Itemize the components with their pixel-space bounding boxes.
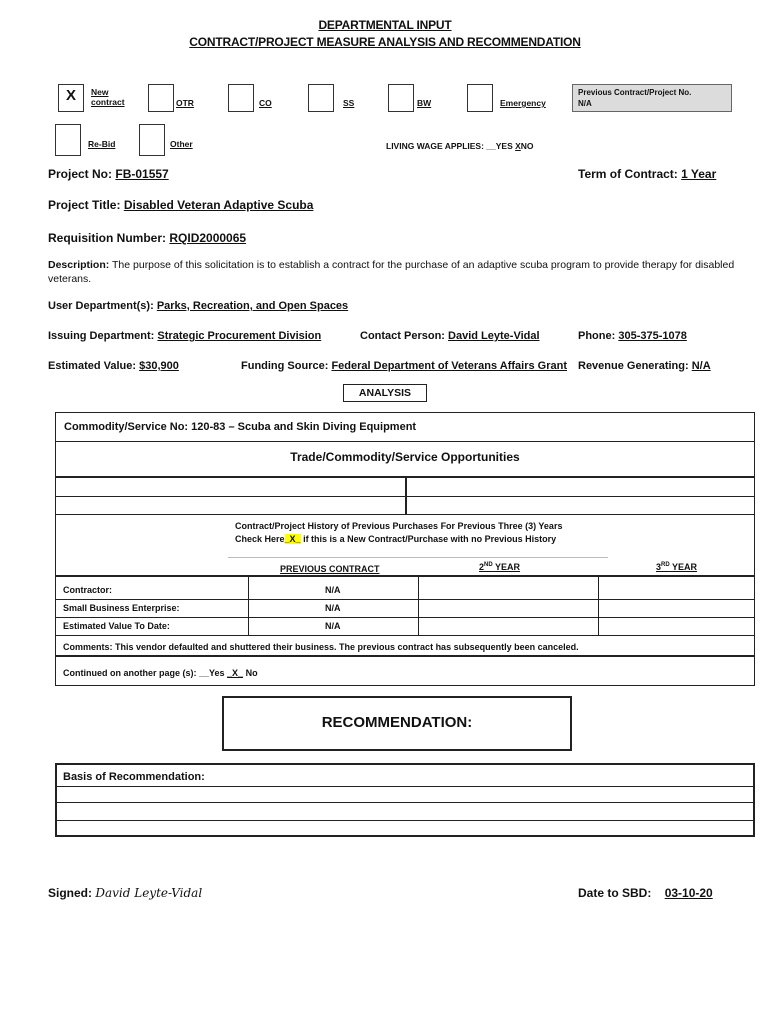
co-label: CO: [259, 98, 272, 108]
rebid-label: Re-Bid: [88, 139, 116, 149]
estimated-value-value: $30,900: [139, 360, 179, 372]
issuing-department-value: Strategic Procurement Division: [157, 330, 322, 342]
project-title-value: Disabled Veteran Adaptive Scuba: [123, 198, 314, 212]
revenue-generating-label: Revenue Generating:: [578, 360, 689, 372]
col-3rd-sup: RD: [661, 562, 670, 568]
term-of-contract: [578, 167, 716, 181]
previous-contract-value: N/A: [578, 99, 592, 108]
other-checkbox[interactable]: [139, 124, 165, 156]
funding-source-value: Federal Department of Veterans Affairs Grant: [331, 360, 568, 372]
bw-label: BW: [417, 98, 432, 108]
date-to-sbd-label: Date to SBD:: [578, 886, 652, 900]
history-line2: [235, 534, 556, 544]
co-checkbox[interactable]: [228, 84, 254, 112]
col-previous-contract: PREVIOUS CONTRACT: [280, 564, 380, 574]
user-department-value: Parks, Recreation, and Open Spaces: [156, 300, 349, 312]
commodity-service: Commodity/Service No: 120-83 – Scuba and Skin Diving Equipment: [64, 421, 417, 433]
issuing-department-label: Issuing Department:: [48, 330, 155, 342]
analysis-heading: ANALYSIS: [343, 384, 427, 402]
form-title: DEPARTMENTAL INPUT: [318, 18, 452, 32]
recommendation-heading: RECOMMENDATION:: [222, 696, 572, 751]
new-contract-label: [91, 87, 125, 107]
phone-label: Phone:: [578, 330, 616, 342]
col-2nd-sup: ND: [484, 562, 493, 568]
new-contract-label-line2: contract: [91, 97, 125, 107]
contact-person-label: Contact Person:: [360, 330, 445, 342]
ss-label: SS: [343, 98, 355, 108]
comments: Comments: This vendor defaulted and shuttered their business. The previous contract has subsequently been canceled.: [63, 642, 579, 652]
phone: [578, 330, 687, 342]
signed-label: Signed:: [48, 886, 92, 900]
other-label: Other: [170, 139, 193, 149]
living-wage-no: NO: [520, 141, 534, 151]
signature: David Leyte-Vidal: [95, 886, 203, 900]
project-no-label: Project No:: [48, 167, 113, 181]
row-estimated-label: Estimated Value To Date:: [63, 621, 170, 631]
estimated-value: [48, 360, 179, 372]
history-line2-post: if this is a New Contract/Purchase with no Previous History: [303, 534, 557, 544]
col-2nd-num: 2: [479, 562, 485, 572]
description-label: Description:: [48, 259, 110, 271]
row-sbe-prev: N/A: [325, 603, 341, 613]
row-contractor-label: Contractor:: [63, 585, 112, 595]
requisition-number: [48, 231, 246, 245]
term-value: 1 Year: [681, 167, 717, 181]
new-contract-checkbox[interactable]: X: [58, 84, 84, 112]
user-department-label: User Department(s):: [48, 300, 154, 312]
opportunities-heading: Trade/Commodity/Service Opportunities: [290, 450, 520, 464]
row-sbe-label: Small Business Enterprise:: [63, 603, 180, 613]
project-title-label: Project Title:: [48, 198, 121, 212]
history-mark: _X_: [284, 534, 301, 544]
revenue-generating-value: N/A: [691, 360, 711, 372]
living-wage-mark: X: [515, 141, 521, 151]
row-contractor-prev: N/A: [325, 585, 341, 595]
term-label: Term of Contract:: [578, 167, 678, 181]
date-to-sbd-value: 03-10-20: [664, 886, 713, 900]
description-value: The purpose of this solicitation is to establish a contract for the purchase of an adaptive scuba program to provide therapy for disabled veterans.: [48, 259, 735, 285]
phone-value: 305-375-1078: [618, 330, 687, 342]
project-no-value: FB-01557: [115, 167, 169, 181]
ss-checkbox[interactable]: [308, 84, 334, 112]
history-line1: Contract/Project History of Previous Purchases For Previous Three (3) Years: [235, 521, 563, 531]
living-wage-label: LIVING WAGE APPLIES: __YES: [386, 141, 513, 151]
user-department: [48, 300, 348, 312]
contact-person-value: David Leyte-Vidal: [448, 330, 540, 342]
continued-on-another-page: [63, 668, 258, 678]
continued-mark: _X_: [227, 668, 244, 678]
previous-contract-box: [572, 84, 732, 112]
col-3rd-year-label: YEAR: [672, 562, 698, 572]
revenue-generating: [578, 360, 711, 372]
signed: [48, 886, 202, 900]
emergency-label: Emergency: [500, 98, 546, 108]
living-wage: [386, 141, 534, 151]
col-2nd-year: [479, 562, 520, 572]
form-subtitle: CONTRACT/PROJECT MEASURE ANALYSIS AND RECOMMENDATION: [189, 35, 581, 49]
funding-source-label: Funding Source:: [241, 360, 329, 372]
contact-person: [360, 330, 540, 342]
emergency-checkbox[interactable]: [467, 84, 493, 112]
history-line2-pre: Check Here: [235, 534, 285, 544]
col-3rd-year: [656, 562, 697, 572]
bw-checkbox[interactable]: [388, 84, 414, 112]
requisition-value: RQID2000065: [169, 231, 247, 245]
description: [48, 258, 748, 286]
continued-yes: Continued on another page (s): __Yes: [63, 668, 225, 678]
project-no: [48, 167, 169, 181]
col-2nd-year-label: YEAR: [495, 562, 521, 572]
otr-checkbox[interactable]: [148, 84, 174, 112]
new-contract-label-line1: New: [91, 87, 109, 97]
date-to-sbd: [578, 886, 713, 900]
issuing-department: [48, 330, 321, 342]
estimated-value-label: Estimated Value:: [48, 360, 137, 372]
otr-label: OTR: [176, 98, 194, 108]
continued-no: No: [245, 668, 258, 678]
row-estimated-prev: N/A: [325, 621, 341, 631]
requisition-label: Requisition Number:: [48, 231, 167, 245]
previous-contract-label: Previous Contract/Project No.: [578, 88, 692, 97]
funding-source: [241, 360, 567, 372]
project-title: [48, 198, 313, 212]
col-3rd-num: 3: [656, 562, 662, 572]
rebid-checkbox[interactable]: [55, 124, 81, 156]
basis-of-recommendation: Basis of Recommendation:: [63, 771, 205, 783]
